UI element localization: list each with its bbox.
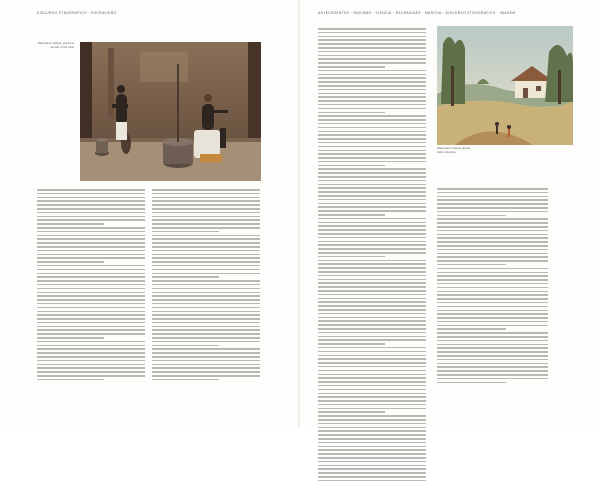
left-running-header: DISCURSO ETNOGRÁFICO · ESCRAVIDÃO (37, 11, 117, 15)
right-illustration (437, 26, 573, 145)
right-running-header: ANTECEDENTES · RACISMO · CIENCIA · ESCRAVIDÃO · MARCHA · DISCURSO ETNOGRÁFICO · IMAGEM (318, 11, 516, 15)
left-page (0, 0, 300, 427)
left-figure-caption: Illustration caption, placed to the left of the plate (37, 41, 74, 49)
right-body-column-1 (318, 28, 426, 484)
left-folio: · (145, 402, 147, 406)
right-body-column-2 (437, 188, 548, 385)
left-body-column-1 (37, 189, 145, 383)
right-page (300, 0, 600, 427)
left-body-column-2 (152, 189, 260, 383)
right-folio: · (448, 402, 450, 406)
left-illustration (80, 42, 261, 181)
right-figure-caption: Illustration caption, placed below the plate (437, 146, 471, 154)
